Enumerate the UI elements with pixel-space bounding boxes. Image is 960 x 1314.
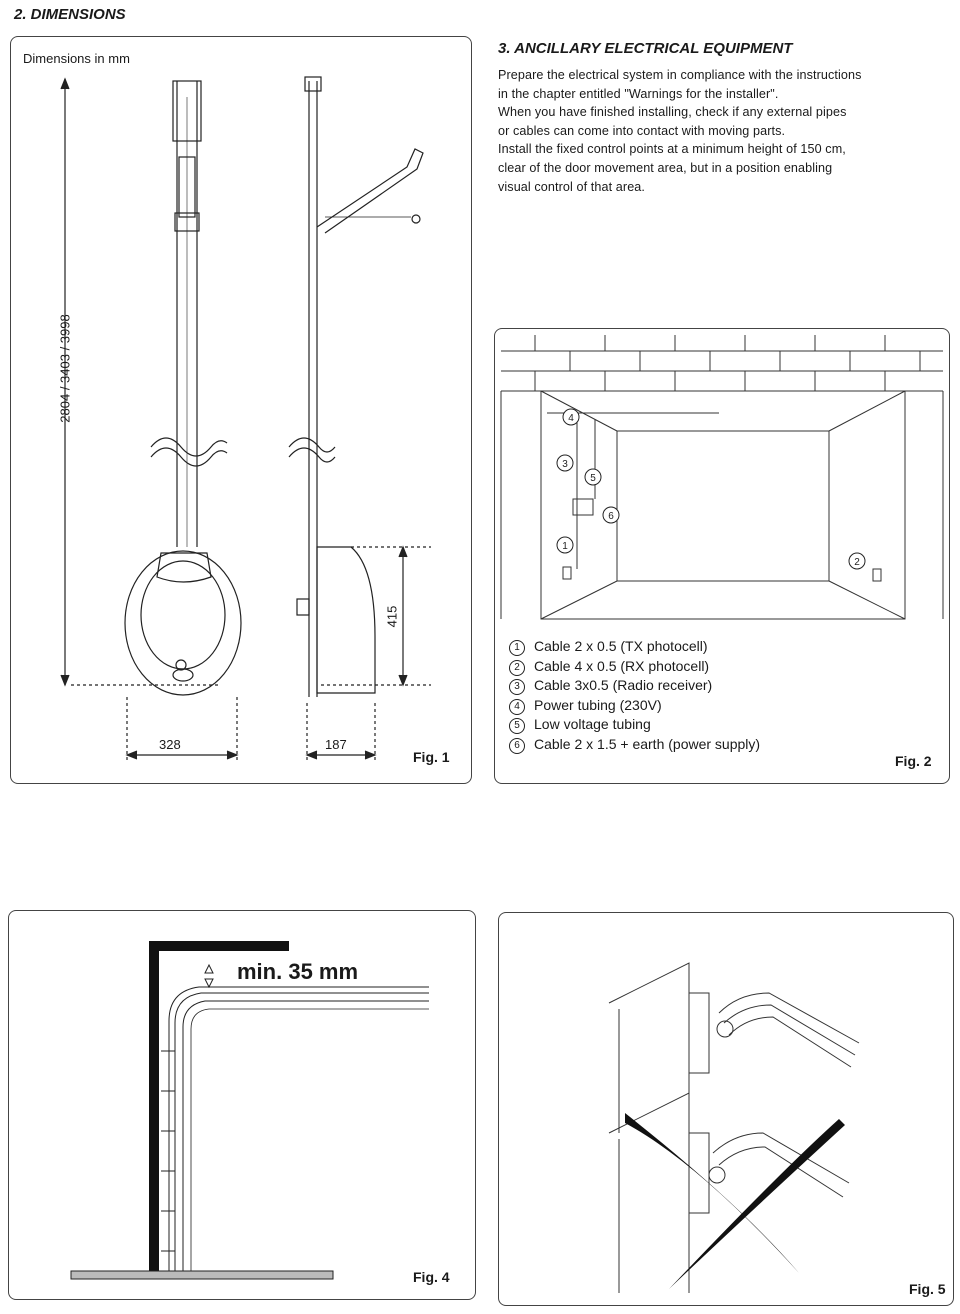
- garage-wiring-diagram: [495, 329, 949, 629]
- figure-5-panel: [498, 912, 954, 1306]
- svg-text:1: 1: [562, 541, 568, 552]
- cable-legend: [509, 637, 760, 755]
- instruction-line: visual control of that area.: [498, 179, 646, 194]
- svg-text:4: 4: [568, 413, 574, 424]
- legend-item: [509, 715, 760, 735]
- legend-item: [509, 676, 760, 696]
- legend-item: [509, 657, 760, 677]
- figure-1-panel: [10, 36, 472, 784]
- instruction-line: in the chapter entitled "Warnings for the installer".: [498, 86, 779, 101]
- dimensions-unit-note: Dimensions in mm: [23, 51, 130, 66]
- width-dimension-label: 328: [159, 737, 181, 752]
- legend-number: 4: [509, 699, 525, 715]
- legend-text: Cable 4 x 0.5 (RX photocell): [534, 657, 710, 674]
- instruction-line: Install the fixed control points at a minimum height of 150 cm,: [498, 142, 846, 157]
- legend-number: 1: [509, 640, 525, 656]
- electrical-instructions: [498, 66, 954, 196]
- legend-number: 3: [509, 679, 525, 695]
- svg-text:2: 2: [854, 557, 860, 568]
- section-heading-dimensions: 2. DIMENSIONS: [14, 6, 126, 23]
- figure-2-label: Fig. 2: [895, 753, 932, 769]
- legend-number: 5: [509, 718, 525, 734]
- cable-routing-correct-incorrect-drawing: [499, 913, 953, 1305]
- opener-dimension-drawing: [11, 37, 471, 783]
- legend-item: [509, 637, 760, 657]
- legend-text: Cable 3x0.5 (Radio receiver): [534, 677, 713, 694]
- section-heading-electrical: 3. ANCILLARY ELECTRICAL EQUIPMENT: [498, 40, 793, 57]
- legend-item: [509, 696, 760, 716]
- svg-text:5: 5: [590, 473, 596, 484]
- motor-height-dimension-label: 415: [384, 605, 400, 628]
- figure-1-label: Fig. 1: [413, 749, 450, 765]
- legend-number: 6: [509, 738, 525, 754]
- figure-5-label: Fig. 5: [909, 1281, 946, 1297]
- height-dimension-label: 2804 / 3403 / 3998: [57, 314, 73, 423]
- instruction-line: When you have finished installing, check if any external pipes: [498, 105, 847, 120]
- figure-4-label: Fig. 4: [413, 1269, 450, 1285]
- figure-2-panel: [494, 328, 950, 784]
- legend-number: 2: [509, 660, 525, 676]
- legend-text: Cable 2 x 0.5 (TX photocell): [534, 638, 708, 654]
- legend-item: [509, 735, 760, 755]
- svg-text:3: 3: [562, 459, 568, 470]
- svg-text:6: 6: [608, 511, 614, 522]
- legend-text: Cable 2 x 1.5 + earth (power supply): [534, 735, 761, 752]
- min-clearance-label: min. 35 mm: [237, 959, 359, 984]
- figure-4-panel: [8, 910, 476, 1300]
- legend-text: Power tubing (230V): [534, 696, 662, 713]
- instruction-line: Prepare the electrical system in compliance with the instructions: [498, 68, 862, 82]
- legend-text: Low voltage tubing: [534, 716, 651, 733]
- instruction-line: or cables can come into contact with moving parts.: [498, 123, 786, 138]
- instruction-line: clear of the door movement area, but in a position enabling: [498, 160, 833, 175]
- depth-dimension-label: 187: [325, 737, 347, 752]
- cross-out-mark-icon: [625, 1113, 845, 1289]
